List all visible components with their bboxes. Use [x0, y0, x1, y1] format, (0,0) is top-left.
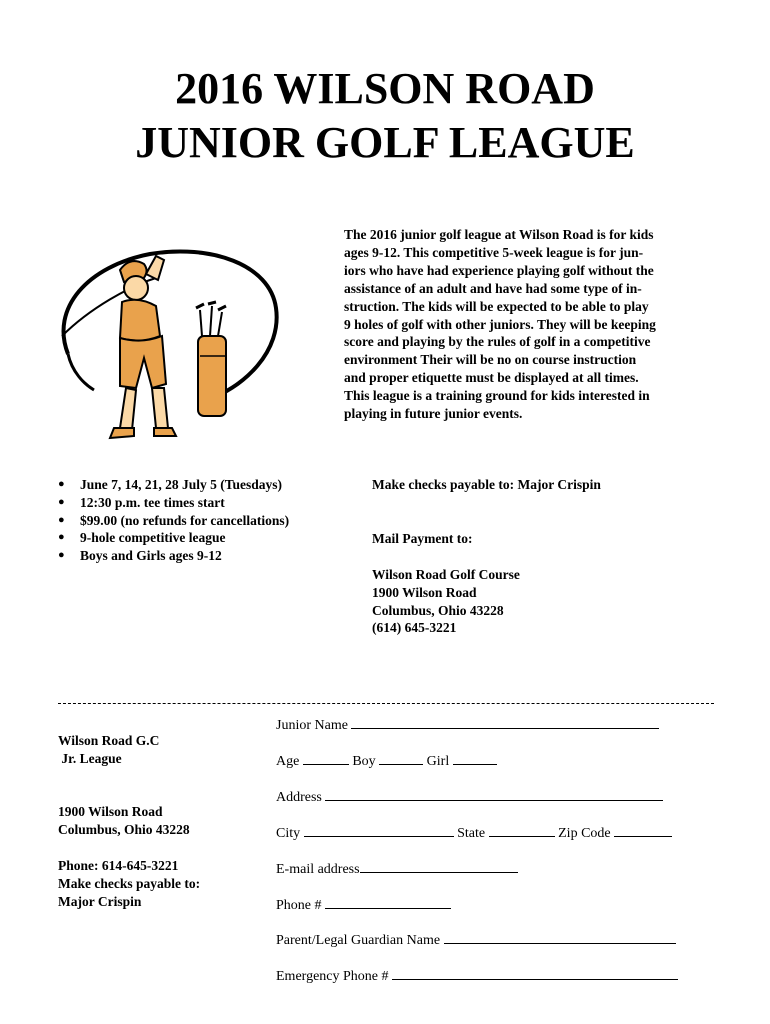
age-gender-row — [276, 751, 497, 771]
intro-line: This league is a training ground for kids interested in — [344, 388, 650, 404]
address-blank[interactable] — [325, 787, 663, 801]
email-label: E-mail address — [276, 862, 360, 877]
bullet-icon: ● — [58, 478, 65, 490]
phone-field[interactable] — [276, 895, 451, 915]
phone-blank[interactable] — [325, 895, 451, 909]
boy-blank[interactable] — [379, 751, 423, 765]
address-line: 1900 Wilson Road — [372, 584, 477, 600]
intro-line: and proper etiquette must be displayed at all times. — [344, 370, 639, 386]
swing-arc-tail — [68, 354, 94, 390]
city-state-zip-row — [276, 823, 672, 843]
girl-blank[interactable] — [453, 751, 497, 765]
guardian-label: Parent/Legal Guardian Name — [276, 933, 441, 948]
intro-paragraph — [344, 226, 714, 423]
phone-label: Phone # — [276, 898, 322, 913]
intro-line: assistance of an adult and have had some type of in- — [344, 280, 642, 296]
golfer-figure — [110, 256, 176, 438]
junior-name-field[interactable] — [276, 715, 659, 735]
girl-label: Girl — [426, 754, 450, 769]
intro-line: environment Their will be no on course instruction — [344, 352, 637, 368]
state-label: State — [457, 826, 486, 841]
zip-blank[interactable] — [614, 823, 672, 837]
bullet-icon: ● — [58, 531, 65, 544]
address-line: Wilson Road Golf Course — [372, 567, 520, 582]
intro-line: playing in future junior events. — [344, 406, 523, 422]
sidebar-address — [58, 803, 190, 839]
age-blank[interactable] — [303, 751, 349, 765]
bullet-icon: ● — [58, 495, 65, 508]
org-name: Wilson Road G.C — [58, 733, 160, 748]
list-item: ● June 7, 14, 21, 28 July 5 (Tuesdays) — [58, 477, 283, 492]
golfer-illustration — [50, 238, 290, 460]
sidebar-phone: Phone: 614-645-3221 — [58, 858, 179, 873]
sidebar-address-line: 1900 Wilson Road — [58, 804, 163, 819]
intro-line: struction. The kids will be expected to be able to play — [344, 298, 649, 314]
address-field[interactable] — [276, 787, 663, 807]
title-line-1: 2016 WILSON ROAD — [175, 64, 595, 113]
list-item: ● $99.00 (no refunds for cancellations) — [58, 512, 290, 528]
address-label: Address — [276, 790, 322, 805]
mail-address — [372, 566, 520, 637]
intro-line: score and playing by the rules of golf in a competitive — [344, 334, 651, 350]
intro-line: 9 holes of golf with other juniors. They will be keeping — [344, 316, 656, 332]
zip-label: Zip Code — [558, 826, 611, 841]
emergency-phone-label: Emergency Phone # — [276, 969, 389, 984]
age-label: Age — [276, 754, 300, 769]
sidebar-checks-label: Make checks payable to: — [58, 876, 201, 891]
email-blank[interactable] — [360, 859, 518, 873]
junior-name-label: Junior Name — [276, 718, 348, 733]
org-subname: Jr. League — [58, 751, 122, 766]
bullet-icon: ● — [58, 549, 65, 562]
guardian-field[interactable] — [276, 930, 676, 950]
bullet-icon: ● — [58, 513, 65, 526]
intro-line: iors who have had experience playing golf without the — [344, 262, 654, 278]
state-blank[interactable] — [489, 823, 555, 837]
list-item: ● Boys and Girls ages 9-12 — [58, 548, 222, 564]
swing-arc — [64, 251, 277, 403]
intro-line: The 2016 junior golf league at Wilson Road is for kids — [344, 227, 654, 242]
list-item: ● 12:30 p.m. tee times start — [58, 494, 225, 510]
sidebar-address-line: Columbus, Ohio 43228 — [58, 822, 190, 837]
boy-label: Boy — [352, 754, 376, 769]
golf-bag — [196, 302, 226, 416]
email-field[interactable] — [276, 859, 518, 879]
emergency-phone-blank[interactable] — [392, 966, 678, 980]
title-line-2: JUNIOR GOLF LEAGUE — [135, 118, 635, 167]
city-label: City — [276, 826, 301, 841]
emergency-phone-field[interactable] — [276, 966, 678, 986]
sidebar-org — [58, 732, 159, 768]
address-line: Columbus, Ohio 43228 — [372, 602, 504, 618]
sidebar-checks-name: Major Crispin — [58, 894, 142, 909]
guardian-blank[interactable] — [444, 930, 676, 944]
city-blank[interactable] — [304, 823, 454, 837]
league-details-list — [58, 476, 289, 565]
cut-line-divider — [58, 703, 714, 704]
page-title — [0, 62, 770, 170]
sidebar-contact — [58, 857, 200, 911]
junior-name-blank[interactable] — [351, 715, 659, 729]
intro-line: ages 9-12. This competitive 5-week league is for jun- — [344, 244, 644, 260]
list-item: ● 9-hole competitive league — [58, 530, 226, 546]
checks-payable: Make checks payable to: Major Crispin — [372, 477, 601, 492]
address-line: (614) 645-3221 — [372, 620, 457, 636]
mail-payment-heading: Mail Payment to: — [372, 531, 473, 546]
